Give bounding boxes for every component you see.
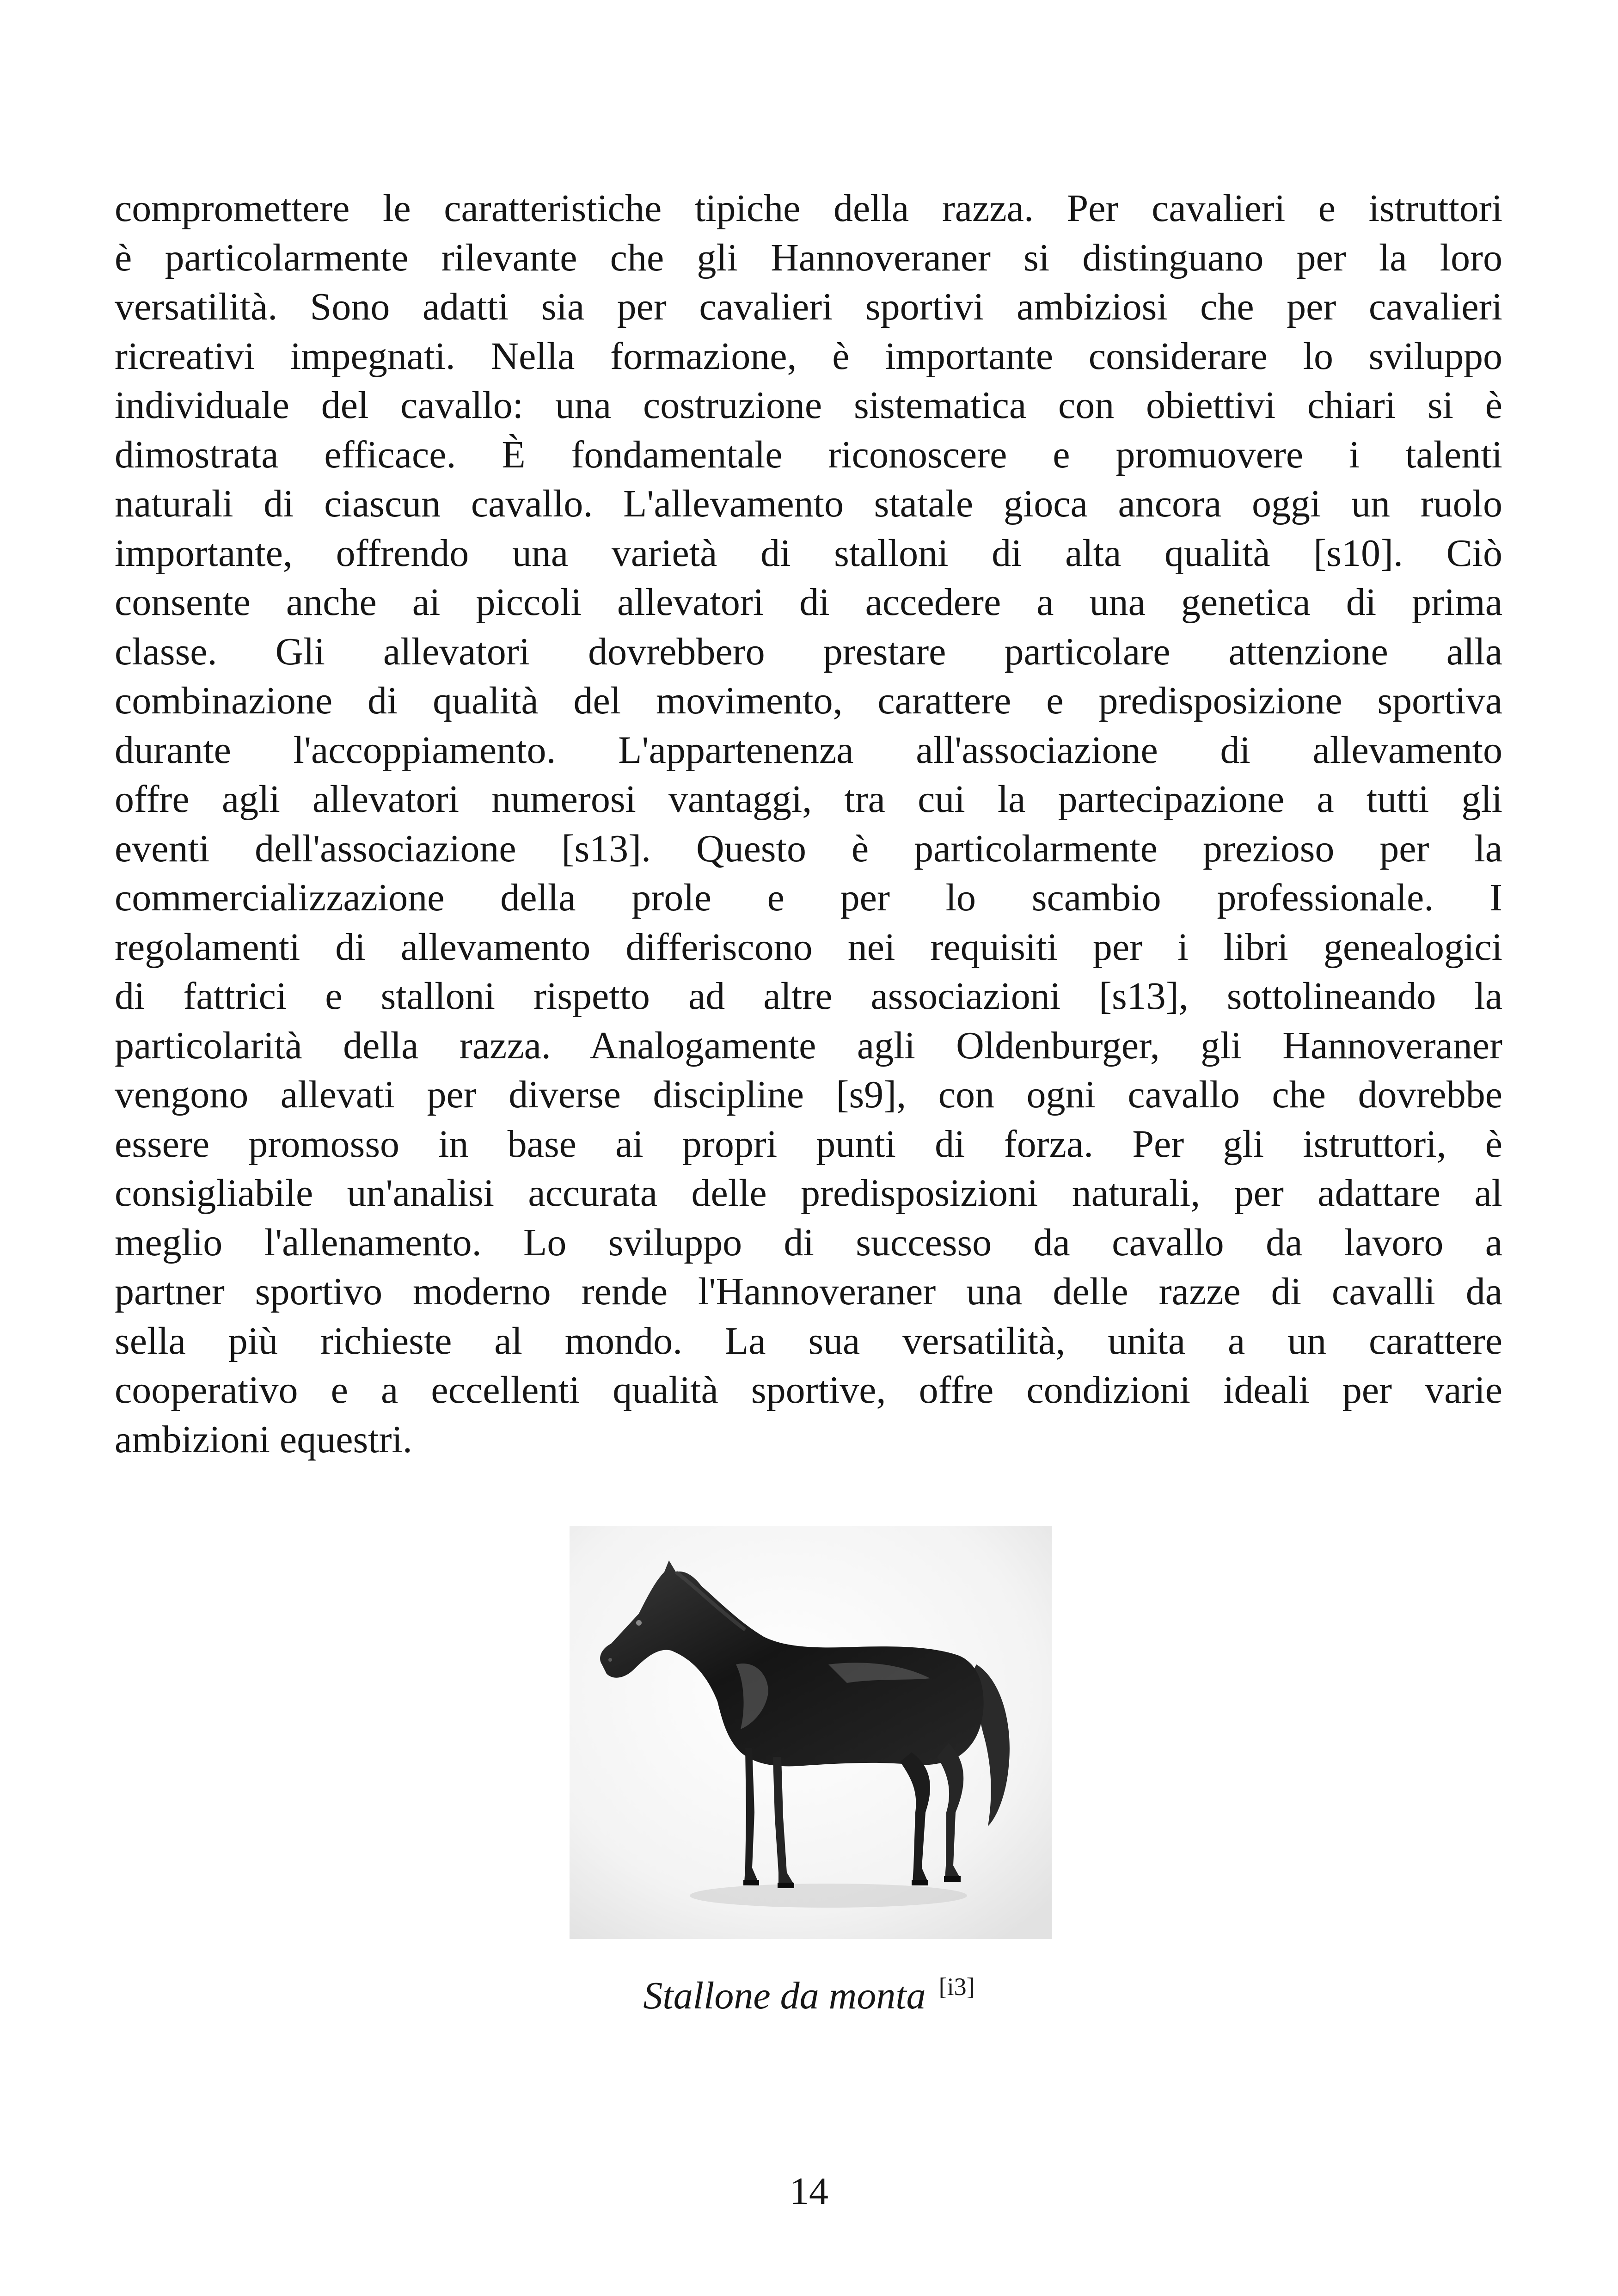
text-line: importante, offrendo una varietà di stalloni di alta qualità [s10]. Ciò: [115, 531, 1502, 575]
text-line: compromettere le caratteristiche tipiche della razza. Per cavalieri e istruttori: [115, 187, 1502, 230]
caption-text: Stallone da monta: [643, 1974, 926, 2017]
text-line: ricreativi impegnati. Nella formazione, è importante considerare lo sviluppo: [115, 334, 1502, 378]
text-line: classe. Gli allevatori dovrebbero prestare particolare attenzione alla: [115, 630, 1502, 673]
text-line: commercializzazione della prole e per lo scambio professionale. I: [115, 876, 1502, 919]
text-line: vengono allevati per diverse discipline [s9], con ogni cavallo che dovrebbe: [115, 1073, 1502, 1116]
text-line: naturali di ciascun cavallo. L'allevamento statale gioca ancora oggi un ruolo: [115, 482, 1502, 525]
horse-illustration: [570, 1526, 1052, 1939]
text-line: versatilità. Sono adatti sia per cavalieri sportivi ambiziosi che per cavalieri: [115, 285, 1502, 328]
text-line: combinazione di qualità del movimento, carattere e predisposizione sportiva: [115, 679, 1502, 722]
caption-reference: [i3]: [938, 1973, 975, 2001]
text-line: consente anche ai piccoli allevatori di accedere a una genetica di prima: [115, 581, 1502, 624]
text-line: eventi dell'associazione [s13]. Questo è particolarmente prezioso per la: [115, 827, 1502, 870]
text-line: regolamenti di allevamento differiscono nei requisiti per i libri genealogici: [115, 925, 1502, 969]
text-line: di fattrici e stalloni rispetto ad altre associazioni [s13], sottolineando la: [115, 975, 1502, 1018]
horse-icon: [570, 1526, 1052, 1939]
text-line: individuale del cavallo: una costruzione sistematica con obiettivi chiari si è: [115, 384, 1502, 427]
text-line: ambizioni equestri.: [115, 1418, 412, 1461]
text-line: sella più richieste al mondo. La sua versatilità, unita a un carattere: [115, 1319, 1502, 1363]
text-line: dimostrata efficace. È fondamentale riconoscere e promuovere i talenti: [115, 433, 1502, 476]
text-line: offre agli allevatori numerosi vantaggi, tra cui la partecipazione a tutti gli: [115, 778, 1502, 821]
text-line: durante l'accoppiamento. L'appartenenza all'associazione di allevamento: [115, 728, 1502, 772]
text-line: partner sportivo moderno rende l'Hannoveraner una delle razze di cavalli da: [115, 1270, 1502, 1313]
body-text: [115, 184, 1502, 1464]
page-number: 14: [790, 2170, 828, 2213]
text-line: è particolarmente rilevante che gli Hannoveraner si distinguano per la loro: [115, 236, 1502, 279]
text-line: consigliabile un'analisi accurata delle predisposizioni naturali, per adattare al: [115, 1172, 1502, 1215]
text-line: meglio l'allenamento. Lo sviluppo di successo da cavallo da lavoro a: [115, 1221, 1502, 1264]
text-line: essere promosso in base ai propri punti di forza. Per gli istruttori, è: [115, 1122, 1502, 1166]
text-line: particolarità della razza. Analogamente agli Oldenburger, gli Hannoveraner: [115, 1024, 1502, 1067]
figure-caption: [0, 1971, 1618, 2021]
text-line: cooperativo e a eccellenti qualità sportive, offre condizioni ideali per varie: [115, 1369, 1502, 1412]
